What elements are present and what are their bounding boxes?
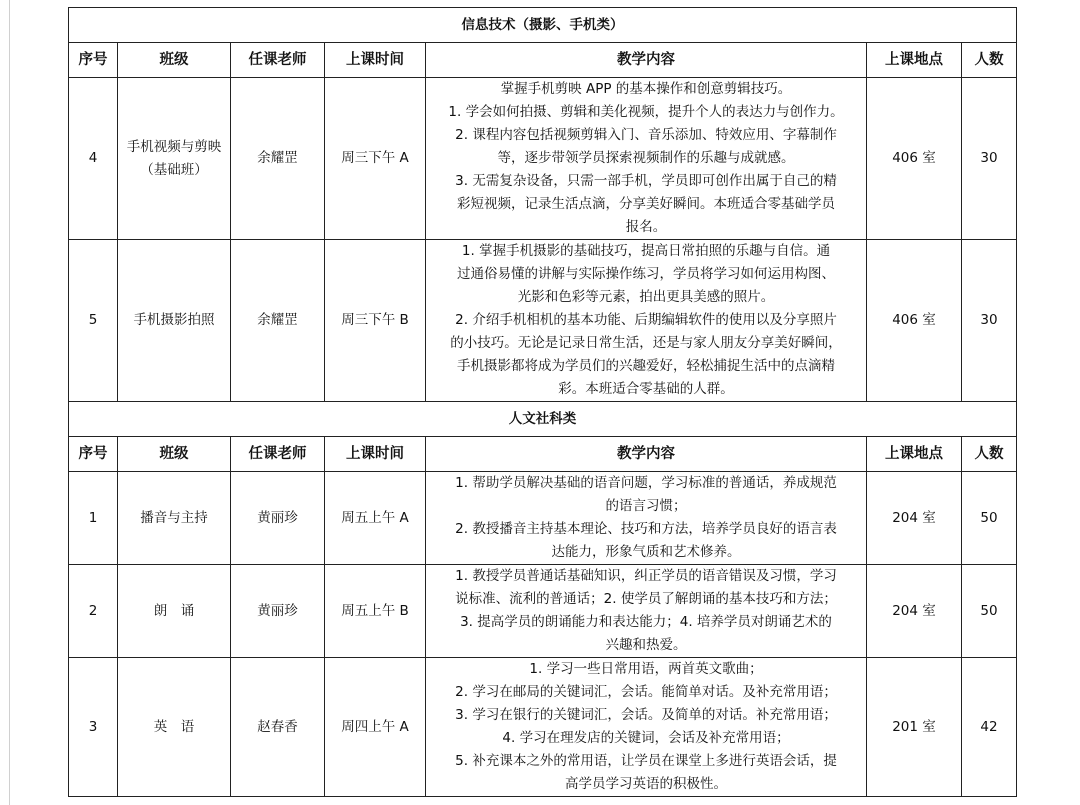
section-title: 人文社科类 bbox=[69, 402, 1017, 437]
column-header: 上课时间 bbox=[325, 43, 426, 78]
column-header: 上课时间 bbox=[325, 437, 426, 472]
column-header: 人数 bbox=[962, 437, 1017, 472]
class-time: 周五上午 B bbox=[325, 565, 426, 658]
content-line: 手机摄影都将成为学员们的兴趣爱好，轻松捕捉生活中的点滴精 bbox=[457, 358, 835, 374]
content-line: 4. 学习在理发店的关键词，会话及补充常用语； bbox=[502, 730, 790, 746]
content-line: 1. 学会如何拍摄、剪辑和美化视频，提升个人的表达力与创作力。 bbox=[448, 104, 844, 120]
section-title: 信息技术（摄影、手机类） bbox=[69, 8, 1017, 43]
class-name: 朗 诵 bbox=[153, 602, 195, 619]
content-line: 2. 介绍手机相机的基本功能、后期编辑软件的使用以及分享照片 bbox=[455, 312, 837, 328]
class-name-cell bbox=[118, 240, 231, 402]
content-line: 的小技巧。无论是记录日常生活，还是与家人朋友分享美好瞬间， bbox=[450, 335, 842, 351]
column-header-row bbox=[69, 43, 1017, 78]
course-number: 3 bbox=[69, 658, 118, 797]
class-name: 英 语 bbox=[153, 718, 195, 735]
teacher-name: 余耀罡 bbox=[231, 78, 325, 240]
content-line: 光影和色彩等元素，拍出更具美感的照片。 bbox=[517, 289, 775, 305]
course-number: 2 bbox=[69, 565, 118, 658]
course-row bbox=[69, 78, 1017, 240]
content-line: 兴趣和热爱。 bbox=[605, 637, 687, 653]
class-name-cell bbox=[118, 472, 231, 565]
page-margin-rule bbox=[9, 0, 10, 805]
content-line: 达能力，形象气质和艺术修养。 bbox=[551, 544, 741, 560]
student-count: 30 bbox=[962, 240, 1017, 402]
class-time: 周四上午 A bbox=[325, 658, 426, 797]
content-line: 2. 学习在邮局的关键词汇，会话。能简单对话。及补充常用语； bbox=[455, 684, 837, 700]
content-line: 彩。本班适合零基础的人群。 bbox=[558, 381, 734, 397]
class-name: 手机视频与剪映（基础班） bbox=[126, 138, 222, 178]
column-header: 教学内容 bbox=[426, 43, 867, 78]
student-count: 42 bbox=[962, 658, 1017, 797]
course-row bbox=[69, 658, 1017, 797]
class-name-cell bbox=[118, 78, 231, 240]
content-line: 1. 掌握手机摄影的基础技巧，提高日常拍照的乐趣与自信。通 bbox=[461, 243, 831, 259]
class-name-cell bbox=[118, 565, 231, 658]
column-header: 上课地点 bbox=[867, 43, 962, 78]
course-schedule-table bbox=[68, 7, 1017, 797]
course-number: 1 bbox=[69, 472, 118, 565]
content-line: 1. 教授学员普通话基础知识，纠正学员的语音错误及习惯，学习 bbox=[455, 568, 837, 584]
teacher-name: 黄丽珍 bbox=[231, 472, 325, 565]
content-line: 过通俗易懂的讲解与实际操作练习，学员将学习如何运用构图、 bbox=[457, 266, 835, 282]
content-line: 1. 帮助学员解决基础的语音问题，学习标准的普通话，养成规范 bbox=[455, 475, 837, 491]
class-location: 204 室 bbox=[867, 472, 962, 565]
content-line: 等，逐步带领学员探索视频制作的乐趣与成就感。 bbox=[497, 150, 795, 166]
content-line: 3. 学习在银行的关键词汇，会话。及简单的对话。补充常用语； bbox=[455, 707, 837, 723]
class-time: 周三下午 B bbox=[325, 240, 426, 402]
column-header: 教学内容 bbox=[426, 437, 867, 472]
teaching-content bbox=[426, 472, 867, 565]
teaching-content bbox=[426, 240, 867, 402]
teaching-content bbox=[426, 78, 867, 240]
teacher-name: 余耀罡 bbox=[231, 240, 325, 402]
class-name: 播音与主持 bbox=[140, 509, 208, 526]
content-line: 彩短视频，记录生活点滴，分享美好瞬间。本班适合零基础学员 bbox=[457, 196, 835, 212]
column-header: 上课地点 bbox=[867, 437, 962, 472]
content-line: 3. 无需复杂设备，只需一部手机，学员即可创作出属于自己的精 bbox=[455, 173, 837, 189]
class-location: 406 室 bbox=[867, 240, 962, 402]
course-number: 4 bbox=[69, 78, 118, 240]
teaching-content bbox=[426, 658, 867, 797]
column-header: 任课老师 bbox=[231, 437, 325, 472]
content-line: 2. 课程内容包括视频剪辑入门、音乐添加、特效应用、字幕制作 bbox=[455, 127, 837, 143]
content-line: 1. 学习一些日常用语，两首英文歌曲； bbox=[529, 661, 763, 677]
student-count: 50 bbox=[962, 472, 1017, 565]
course-row bbox=[69, 472, 1017, 565]
course-row bbox=[69, 565, 1017, 658]
student-count: 30 bbox=[962, 78, 1017, 240]
course-number: 5 bbox=[69, 240, 118, 402]
class-name-cell bbox=[118, 658, 231, 797]
column-header: 班级 bbox=[118, 43, 231, 78]
class-location: 201 室 bbox=[867, 658, 962, 797]
teacher-name: 黄丽珍 bbox=[231, 565, 325, 658]
content-line: 掌握手机剪映 APP 的基本操作和创意剪辑技巧。 bbox=[500, 81, 792, 97]
column-header-row bbox=[69, 437, 1017, 472]
class-location: 406 室 bbox=[867, 78, 962, 240]
content-line: 的语言习惯； bbox=[605, 498, 687, 514]
column-header: 任课老师 bbox=[231, 43, 325, 78]
teacher-name: 赵春香 bbox=[231, 658, 325, 797]
class-time: 周五上午 A bbox=[325, 472, 426, 565]
content-line: 报名。 bbox=[625, 219, 667, 235]
content-line: 说标准、流利的普通话；2. 使学员了解朗诵的基本技巧和方法； bbox=[455, 591, 837, 607]
content-line: 5. 补充课本之外的常用语，让学员在课堂上多进行英语会话，提 bbox=[455, 753, 837, 769]
teaching-content bbox=[426, 565, 867, 658]
content-line: 3. 提高学员的朗诵能力和表达能力；4. 培养学员对朗诵艺术的 bbox=[460, 614, 832, 630]
column-header: 序号 bbox=[69, 43, 118, 78]
class-location: 204 室 bbox=[867, 565, 962, 658]
column-header: 人数 bbox=[962, 43, 1017, 78]
column-header: 序号 bbox=[69, 437, 118, 472]
class-time: 周三下午 A bbox=[325, 78, 426, 240]
content-line: 2. 教授播音主持基本理论、技巧和方法，培养学员良好的语言表 bbox=[455, 521, 837, 537]
content-line: 高学员学习英语的积极性。 bbox=[565, 776, 727, 792]
class-name: 手机摄影拍照 bbox=[133, 312, 215, 328]
course-row bbox=[69, 240, 1017, 402]
student-count: 50 bbox=[962, 565, 1017, 658]
column-header: 班级 bbox=[118, 437, 231, 472]
